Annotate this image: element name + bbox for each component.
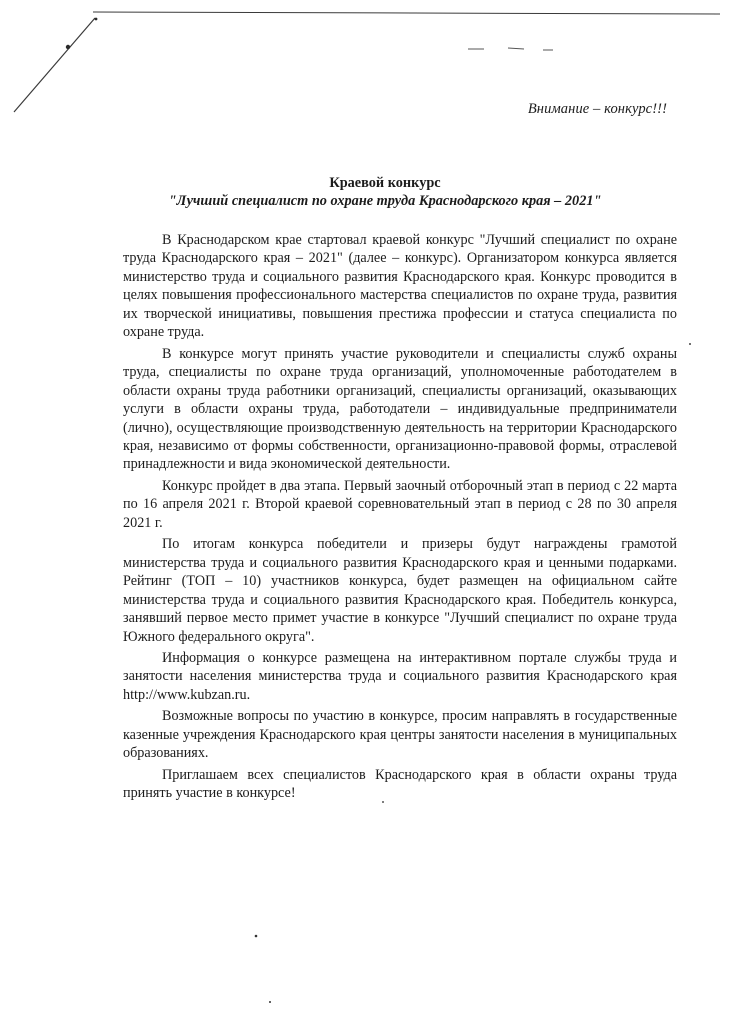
scan-corner-fold-line xyxy=(14,18,95,112)
document-body xyxy=(123,231,677,806)
document-title xyxy=(100,174,670,210)
paragraph-participants: В конкурсе могут принять участие руководители и специалисты служб охраны труда, специалисты по охране труда организаций, уполномоченные работодателем в области охраны труда работники организаций, специалисты организаций, оказывающих услуги в области охраны труда, работодатели – индивидуальные предприниматели (лично), осуществляющие производственную деятельность на территории Краснодарского края, независимо от формы собственности, организационно-правовой формы, отраслевой принадлежности и вида экономической деятельности. xyxy=(123,345,677,473)
paragraph-intro: В Краснодарском крае стартовал краевой конкурс "Лучший специалист по охране труда Краснодарского края – 2021" (далее – конкурс). Организатором конкурса является министерство труда и социального развития Краснодарского края. Конкурс проводится в целях повышения профессионального мастерства специалистов по охране труда, развития их творческой инициативы, повышения престижа профессии и статуса специалиста по охране труда. xyxy=(123,232,677,341)
scan-speck xyxy=(95,18,98,21)
title-line-1: Краевой конкурс xyxy=(329,175,441,191)
scan-top-line xyxy=(93,12,720,14)
title-line-2: "Лучший специалист по охране труда Краснодарского края – 2021" xyxy=(168,193,602,209)
paragraph-info: Информация о конкурсе размещена на интерактивном портале службы труда и занятости населения министерства труда и социального развития Краснодарского края http://www.kubzan.ru. xyxy=(123,649,677,703)
notice-heading: Внимание – конкурс!!! xyxy=(527,101,667,117)
paragraph-awards: По итогам конкурса победители и призеры будут награждены грамотой министерства труда и социального развития Краснодарского края и ценными подарками. Рейтинг (ТОП – 10) участников конкурса, будет размещен на официальном сайте министерства труда и социального развития Краснодарского края. Победитель конкурса, занявший первое место примет участие в конкурсе "Лучший специалист по охране труда Южного федерального округа". xyxy=(123,536,677,645)
paragraph-questions: Возможные вопросы по участию в конкурсе, просим направлять в государственные казенные учреждения Краснодарского края центры занятости населения в муниципальных образованиях. xyxy=(123,708,677,762)
scan-speck xyxy=(255,935,258,938)
paragraph-invitation: Приглашаем всех специалистов Краснодарского края в области охраны труда принять участие в конкурсе! xyxy=(123,766,677,802)
scan-dash xyxy=(508,48,524,49)
paragraph-stages: Конкурс пройдет в два этапа. Первый заочный отборочный этап в период с 22 марта по 16 апреля 2021 г. Второй краевой соревновательный этап в период с 28 по 30 апреля 2021 г. xyxy=(123,477,677,531)
scan-speck xyxy=(66,45,70,49)
scan-speck xyxy=(269,1001,271,1003)
scan-speck xyxy=(689,343,691,345)
